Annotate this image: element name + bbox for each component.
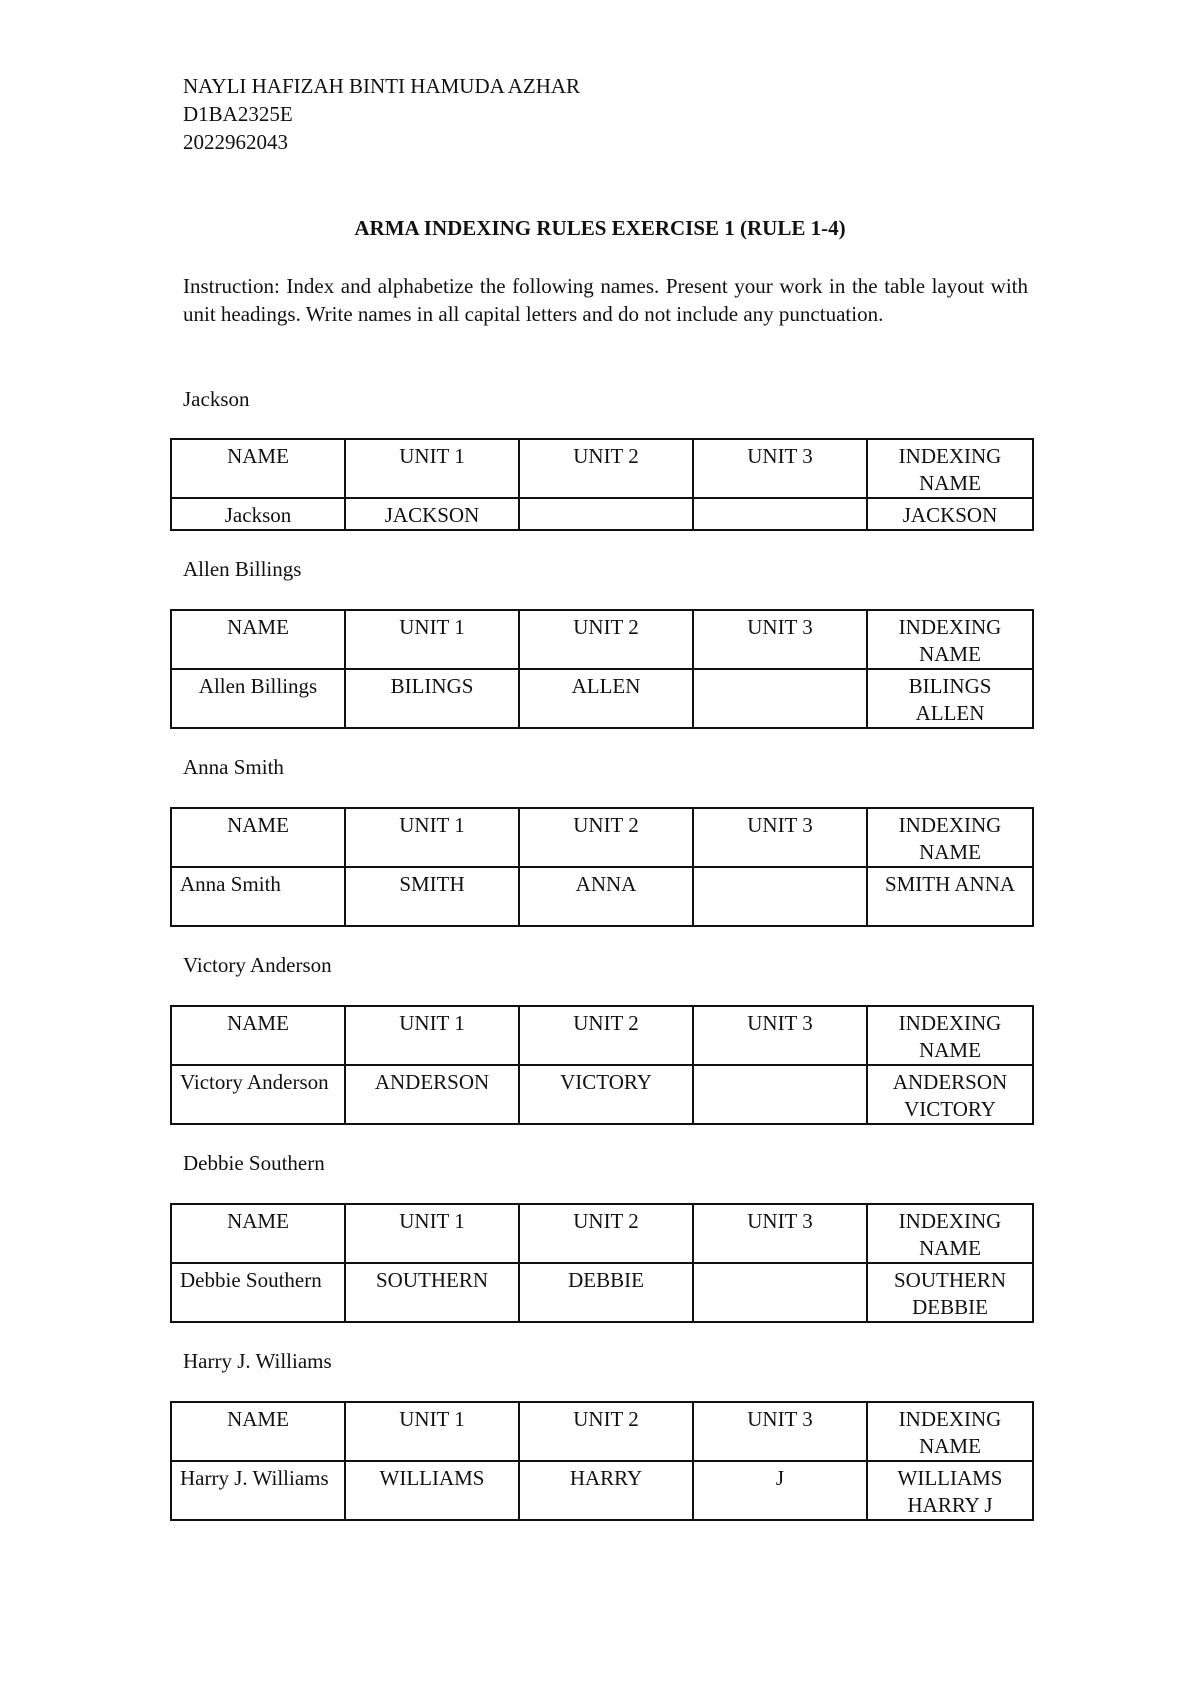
section-victory-anderson: [170, 951, 1032, 1121]
cell-indexing-name: WILLIAMS HARRY J: [867, 1461, 1033, 1520]
cell-unit-2: ALLEN: [519, 669, 693, 728]
exercise-title: ARMA INDEXING RULES EXERCISE 1 (RULE 1-4): [354, 216, 846, 240]
table-row: [171, 1263, 1033, 1322]
indexing-table: [170, 1005, 1034, 1125]
table-header-row: [171, 610, 1033, 669]
header-indexing-name: INDEXING NAME: [867, 1402, 1033, 1461]
cell-unit-1: ANDERSON: [345, 1065, 519, 1124]
section-jackson: [170, 385, 1032, 527]
cell-name: Allen Billings: [171, 669, 345, 728]
cell-unit-2: VICTORY: [519, 1065, 693, 1124]
student-group: D1BA2325E: [183, 102, 293, 126]
table-row: [171, 1065, 1033, 1124]
student-info: [183, 72, 580, 156]
table-header-row: [171, 1204, 1033, 1263]
header-unit-1: UNIT 1: [345, 439, 519, 498]
header-unit-3: UNIT 3: [693, 1402, 867, 1461]
header-name: NAME: [171, 439, 345, 498]
cell-unit-2: HARRY: [519, 1461, 693, 1520]
header-unit-1: UNIT 1: [345, 1402, 519, 1461]
cell-unit-3: J: [693, 1461, 867, 1520]
section-label: Victory Anderson: [183, 953, 332, 977]
cell-indexing-name: JACKSON: [867, 498, 1033, 530]
cell-unit-3: [693, 669, 867, 728]
header-unit-2: UNIT 2: [519, 1402, 693, 1461]
header-name: NAME: [171, 808, 345, 867]
cell-unit-1: SMITH: [345, 867, 519, 926]
indexing-table: [170, 438, 1034, 531]
table-header-row: [171, 1402, 1033, 1461]
header-unit-3: UNIT 3: [693, 610, 867, 669]
header-name: NAME: [171, 1402, 345, 1461]
cell-unit-1: WILLIAMS: [345, 1461, 519, 1520]
cell-name: Anna Smith: [171, 867, 345, 926]
indexing-table: [170, 807, 1034, 927]
indexing-table: [170, 609, 1034, 729]
header-indexing-name: INDEXING NAME: [867, 1006, 1033, 1065]
header-indexing-name: INDEXING NAME: [867, 808, 1033, 867]
cell-unit-3: [693, 1263, 867, 1322]
table-header-row: [171, 439, 1033, 498]
table-row: [171, 867, 1033, 926]
cell-indexing-name: BILINGS ALLEN: [867, 669, 1033, 728]
table-row: [171, 498, 1033, 530]
section-label: Harry J. Williams: [183, 1349, 332, 1373]
cell-name: Jackson: [171, 498, 345, 530]
header-unit-2: UNIT 2: [519, 439, 693, 498]
cell-unit-1: JACKSON: [345, 498, 519, 530]
header-unit-2: UNIT 2: [519, 808, 693, 867]
section-harry-williams: [170, 1347, 1032, 1517]
header-indexing-name: INDEXING NAME: [867, 1204, 1033, 1263]
header-name: NAME: [171, 1204, 345, 1263]
table-header-row: [171, 808, 1033, 867]
section-label: Debbie Southern: [183, 1151, 325, 1175]
header-unit-2: UNIT 2: [519, 1204, 693, 1263]
header-indexing-name: INDEXING NAME: [867, 610, 1033, 669]
section-label: Anna Smith: [183, 755, 284, 779]
header-unit-3: UNIT 3: [693, 1006, 867, 1065]
cell-unit-2: ANNA: [519, 867, 693, 926]
cell-unit-3: [693, 867, 867, 926]
section-label: Jackson: [183, 387, 250, 411]
section-allen-billings: [170, 555, 1032, 725]
cell-unit-1: SOUTHERN: [345, 1263, 519, 1322]
cell-unit-3: [693, 1065, 867, 1124]
header-name: NAME: [171, 1006, 345, 1065]
cell-indexing-name: ANDERSON VICTORY: [867, 1065, 1033, 1124]
cell-indexing-name: SOUTHERN DEBBIE: [867, 1263, 1033, 1322]
student-id: 2022962043: [183, 130, 288, 154]
indexing-table: [170, 1401, 1034, 1521]
instruction-text: Instruction: Index and alphabetize the following names. Present your work in the table layout with unit headings. Write names in all capital letters and do not include any punctuation.: [183, 274, 1028, 326]
header-name: NAME: [171, 610, 345, 669]
indexing-table: [170, 1203, 1034, 1323]
header-unit-3: UNIT 3: [693, 1204, 867, 1263]
header-unit-1: UNIT 1: [345, 610, 519, 669]
cell-indexing-name: SMITH ANNA: [867, 867, 1033, 926]
header-unit-2: UNIT 2: [519, 610, 693, 669]
cell-unit-3: [693, 498, 867, 530]
header-unit-3: UNIT 3: [693, 808, 867, 867]
header-unit-1: UNIT 1: [345, 1006, 519, 1065]
header-unit-3: UNIT 3: [693, 439, 867, 498]
header-unit-1: UNIT 1: [345, 808, 519, 867]
header-unit-2: UNIT 2: [519, 1006, 693, 1065]
header-unit-1: UNIT 1: [345, 1204, 519, 1263]
cell-unit-1: BILINGS: [345, 669, 519, 728]
table-row: [171, 669, 1033, 728]
cell-name: Debbie Southern: [171, 1263, 345, 1322]
table-row: [171, 1461, 1033, 1520]
cell-name: Harry J. Williams: [171, 1461, 345, 1520]
cell-name: Victory Anderson: [171, 1065, 345, 1124]
cell-unit-2: DEBBIE: [519, 1263, 693, 1322]
student-name: NAYLI HAFIZAH BINTI HAMUDA AZHAR: [183, 74, 581, 98]
section-anna-smith: [170, 753, 1032, 896]
section-label: Allen Billings: [183, 557, 302, 581]
header-indexing-name: INDEXING NAME: [867, 439, 1033, 498]
cell-unit-2: [519, 498, 693, 530]
table-header-row: [171, 1006, 1033, 1065]
section-debbie-southern: [170, 1149, 1032, 1319]
